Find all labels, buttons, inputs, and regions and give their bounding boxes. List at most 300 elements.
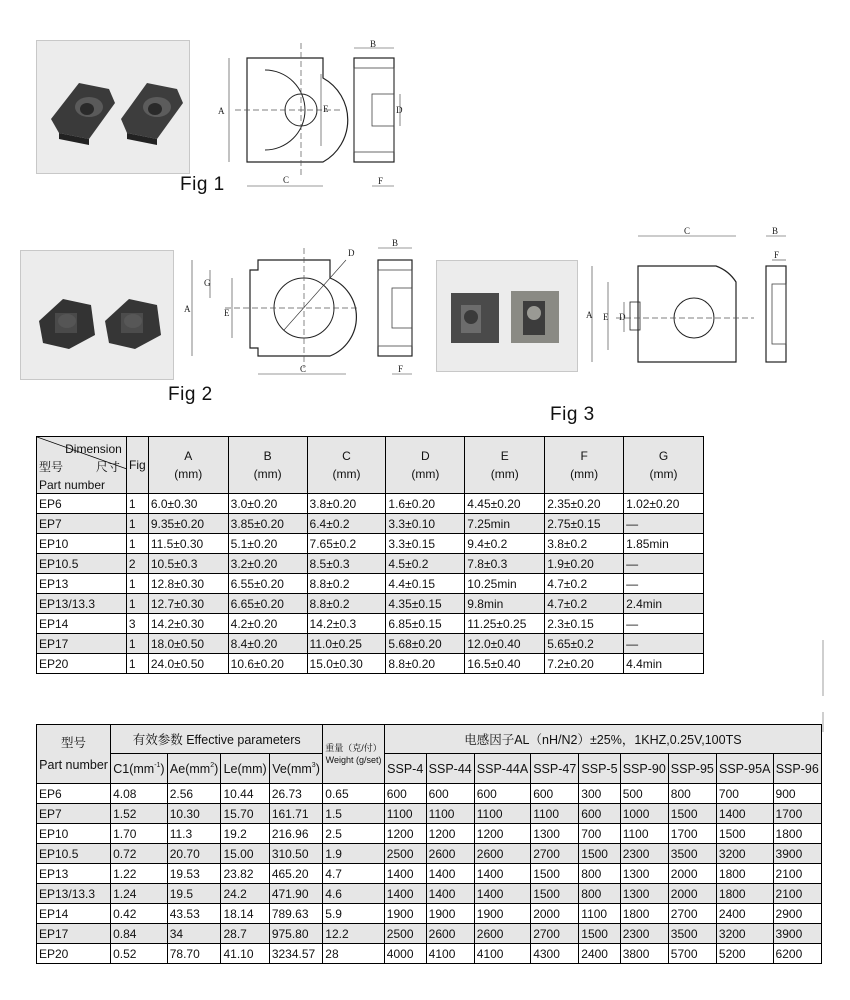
parameter-table-header-row-2 xyxy=(37,754,822,784)
table-cell: 3900 xyxy=(773,844,821,864)
table-cell: 1000 xyxy=(620,804,668,824)
table-cell: 3.3±0.10 xyxy=(386,514,465,534)
table-cell: 8.8±0.20 xyxy=(386,654,465,674)
table-cell: 10.25min xyxy=(465,574,545,594)
table-cell: 500 xyxy=(620,784,668,804)
fig2-core-photo xyxy=(21,251,173,379)
table-cell: 9.35±0.20 xyxy=(148,514,228,534)
dim-col-header-b xyxy=(228,437,307,494)
table-cell: 18.0±0.50 xyxy=(148,634,228,654)
table-cell: 3.8±0.2 xyxy=(545,534,624,554)
table-cell: 1.9 xyxy=(323,844,385,864)
table-cell: 2.75±0.15 xyxy=(545,514,624,534)
model-header-en: Part number xyxy=(39,758,108,772)
table-cell: 2.5 xyxy=(323,824,385,844)
table-row xyxy=(37,784,822,804)
table-cell: 12.7±0.30 xyxy=(148,594,228,614)
ae-header xyxy=(167,754,221,784)
table-cell: 1200 xyxy=(384,824,426,844)
fig2-photo xyxy=(20,250,174,380)
fig1-front-view xyxy=(215,38,345,198)
table-cell: 2100 xyxy=(773,864,821,884)
table-cell: 15.00 xyxy=(221,844,269,864)
fig1-dim-B: B xyxy=(370,39,377,49)
material-header: SSP-44A xyxy=(474,754,530,784)
ve-header-text: Ve(mm xyxy=(272,761,312,776)
part-number-cell: EP10.5 xyxy=(37,554,127,574)
fig3-dim-C: C xyxy=(684,226,691,236)
table-cell: 1900 xyxy=(474,904,530,924)
part-number-cell: EP13 xyxy=(37,864,111,884)
table-cell: 10.30 xyxy=(167,804,221,824)
table-cell: 7.25min xyxy=(465,514,545,534)
table-cell: 6.65±0.20 xyxy=(228,594,307,614)
table-cell: 1400 xyxy=(384,864,426,884)
table-cell: 900 xyxy=(773,784,821,804)
part-number-cell: EP6 xyxy=(37,494,127,514)
table-cell: 41.10 xyxy=(221,944,269,964)
table-row xyxy=(37,944,822,964)
table-cell: 7.8±0.3 xyxy=(465,554,545,574)
part-number-cell: EP20 xyxy=(37,944,111,964)
table-cell: 1100 xyxy=(426,804,474,824)
ve-header-sup: 3 xyxy=(311,761,316,769)
table-cell: 1.24 xyxy=(111,884,168,904)
table-cell: 26.73 xyxy=(269,784,322,804)
fig2-dim-G: G xyxy=(204,278,211,288)
table-cell: 8.4±0.20 xyxy=(228,634,307,654)
table-cell: 2.56 xyxy=(167,784,221,804)
table-cell: 1 xyxy=(126,574,148,594)
table-cell: 12.8±0.30 xyxy=(148,574,228,594)
table-cell: 2700 xyxy=(531,924,579,944)
table-cell: 1 xyxy=(126,594,148,614)
ae-header-close: ) xyxy=(214,761,219,776)
table-cell: 11.3 xyxy=(167,824,221,844)
table-cell: 1400 xyxy=(426,864,474,884)
corner-model-cn: 型号 xyxy=(39,460,64,474)
table-cell: 24.0±0.50 xyxy=(148,654,228,674)
model-header xyxy=(37,725,111,784)
table-cell: 1100 xyxy=(384,804,426,824)
table-cell: 4.35±0.15 xyxy=(386,594,465,614)
table-cell: 2400 xyxy=(716,904,773,924)
table-cell: 2000 xyxy=(531,904,579,924)
table-cell: 3200 xyxy=(716,844,773,864)
table-row xyxy=(37,924,822,944)
table-cell: 3 xyxy=(126,614,148,634)
part-number-cell: EP7 xyxy=(37,514,127,534)
part-number-cell: EP10 xyxy=(37,824,111,844)
table-cell: — xyxy=(624,614,704,634)
table-cell: 4.7 xyxy=(323,864,385,884)
margin-mark xyxy=(822,640,824,696)
table-cell: 975.80 xyxy=(269,924,322,944)
table-cell: 1900 xyxy=(426,904,474,924)
part-number-cell: EP13/13.3 xyxy=(37,594,127,614)
table-cell: 1800 xyxy=(716,884,773,904)
table-cell: 0.84 xyxy=(111,924,168,944)
table-cell: 43.53 xyxy=(167,904,221,924)
table-cell: 6.4±0.2 xyxy=(307,514,386,534)
table-cell: 600 xyxy=(474,784,530,804)
table-cell: 0.42 xyxy=(111,904,168,924)
table-cell: 1 xyxy=(126,514,148,534)
table-cell: 4300 xyxy=(531,944,579,964)
fig1-dim-A: A xyxy=(218,106,225,116)
material-header: SSP-96 xyxy=(773,754,821,784)
table-cell: 2000 xyxy=(668,884,716,904)
part-number-cell: EP13/13.3 xyxy=(37,884,111,904)
table-cell: 1800 xyxy=(620,904,668,924)
ae-header-sup: 2 xyxy=(210,761,215,769)
fig2-dim-B: B xyxy=(392,238,399,248)
ae-header-text: Ae(mm xyxy=(169,761,211,776)
table-cell: — xyxy=(624,554,704,574)
table-cell: 14.2±0.3 xyxy=(307,614,386,634)
table-cell: 1700 xyxy=(668,824,716,844)
fig3-photo xyxy=(436,260,578,372)
corner-part-number: Part number xyxy=(39,478,106,492)
al-header: 电感因子AL（nH/N2）±25%，1KHZ,0.25V,100TS xyxy=(384,725,821,754)
material-header: SSP-95 xyxy=(668,754,716,784)
table-cell: — xyxy=(624,514,704,534)
table-cell: 4.45±0.20 xyxy=(465,494,545,514)
fig3-dim-A: A xyxy=(586,310,593,320)
table-cell: 800 xyxy=(579,864,620,884)
table-row xyxy=(37,654,704,674)
table-cell: 3.8±0.20 xyxy=(307,494,386,514)
table-cell: 6.0±0.30 xyxy=(148,494,228,514)
table-cell: 1500 xyxy=(531,864,579,884)
table-cell: 2500 xyxy=(384,924,426,944)
table-cell: 4.5±0.2 xyxy=(386,554,465,574)
dim-col-unit: (mm) xyxy=(332,467,361,481)
table-cell: 11.5±0.30 xyxy=(148,534,228,554)
table-row xyxy=(37,824,822,844)
dim-col-header-c xyxy=(307,437,386,494)
table-cell: 5.68±0.20 xyxy=(386,634,465,654)
table-cell: 4.7±0.2 xyxy=(545,574,624,594)
fig2-dim-D: D xyxy=(348,248,355,258)
table-cell: 2000 xyxy=(668,864,716,884)
dim-col-name: C xyxy=(342,449,351,463)
table-cell: 1800 xyxy=(773,824,821,844)
part-number-cell: EP6 xyxy=(37,784,111,804)
table-cell: 1200 xyxy=(474,824,530,844)
table-cell: 3.85±0.20 xyxy=(228,514,307,534)
fig3-dim-E: E xyxy=(603,312,609,322)
weight-header-en: Weight (g/set) xyxy=(325,755,382,765)
table-cell: 2100 xyxy=(773,884,821,904)
part-number-cell: EP20 xyxy=(37,654,127,674)
dimension-table xyxy=(36,436,704,674)
table-cell: 2.3±0.15 xyxy=(545,614,624,634)
table-cell: 7.2±0.20 xyxy=(545,654,624,674)
c1-header-text: C1(mm xyxy=(113,761,155,776)
table-cell: 1 xyxy=(126,654,148,674)
table-cell: 3900 xyxy=(773,924,821,944)
table-cell: 6200 xyxy=(773,944,821,964)
corner-size-cn: 尺寸 xyxy=(95,460,120,474)
material-header: SSP-4 xyxy=(384,754,426,784)
dimension-table-body xyxy=(37,494,704,674)
table-cell: 1100 xyxy=(620,824,668,844)
dim-col-header-d xyxy=(386,437,465,494)
parameter-table-header-row-1 xyxy=(37,725,822,754)
table-cell: 216.96 xyxy=(269,824,322,844)
table-cell: 19.2 xyxy=(221,824,269,844)
dim-col-header-e xyxy=(465,437,545,494)
table-cell: 1500 xyxy=(579,844,620,864)
table-cell: 2300 xyxy=(620,924,668,944)
table-cell: 3.0±0.20 xyxy=(228,494,307,514)
dim-col-name: B xyxy=(263,449,272,463)
dim-col-name: A xyxy=(184,449,193,463)
table-cell: 2300 xyxy=(620,844,668,864)
table-cell: — xyxy=(624,574,704,594)
table-cell: 3500 xyxy=(668,844,716,864)
dim-col-header-a xyxy=(148,437,228,494)
table-cell: 4000 xyxy=(384,944,426,964)
table-cell: 0.72 xyxy=(111,844,168,864)
table-cell: 19.53 xyxy=(167,864,221,884)
fig1-dim-E: E xyxy=(323,104,329,114)
table-cell: 1.9±0.20 xyxy=(545,554,624,574)
table-cell: 1 xyxy=(126,534,148,554)
table-cell: 1400 xyxy=(716,804,773,824)
table-cell: 2900 xyxy=(773,904,821,924)
table-cell: 1100 xyxy=(474,804,530,824)
fig1-core-photo xyxy=(37,41,189,173)
table-cell: 10.6±0.20 xyxy=(228,654,307,674)
fig3-side-view xyxy=(758,222,798,372)
fig2-dim-F: F xyxy=(398,364,404,374)
fig1-dim-F: F xyxy=(378,176,384,186)
dim-col-header-f xyxy=(545,437,624,494)
fig2-front-view xyxy=(180,238,370,388)
table-cell: 16.5±0.40 xyxy=(465,654,545,674)
table-cell: 11.25±0.25 xyxy=(465,614,545,634)
corner-dimension: Dimension xyxy=(65,442,122,456)
table-cell: 465.20 xyxy=(269,864,322,884)
table-cell: 600 xyxy=(426,784,474,804)
table-cell: 3234.57 xyxy=(269,944,322,964)
material-header: SSP-5 xyxy=(579,754,620,784)
table-cell: 1400 xyxy=(474,864,530,884)
material-header: SSP-44 xyxy=(426,754,474,784)
table-cell: 19.5 xyxy=(167,884,221,904)
table-row xyxy=(37,844,822,864)
table-cell: 4.4min xyxy=(624,654,704,674)
table-row xyxy=(37,884,822,904)
table-cell: 2700 xyxy=(668,904,716,924)
c1-header xyxy=(111,754,168,784)
table-cell: 24.2 xyxy=(221,884,269,904)
table-cell: 1500 xyxy=(716,824,773,844)
table-cell: 78.70 xyxy=(167,944,221,964)
table-cell: 3.3±0.15 xyxy=(386,534,465,554)
dim-col-unit: (mm) xyxy=(174,467,203,481)
table-cell: 8.8±0.2 xyxy=(307,594,386,614)
table-row xyxy=(37,634,704,654)
table-cell: 2700 xyxy=(531,844,579,864)
table-cell: 15.70 xyxy=(221,804,269,824)
fig1-dim-D: D xyxy=(396,105,403,115)
table-cell: 1100 xyxy=(579,904,620,924)
table-cell: 1.6±0.20 xyxy=(386,494,465,514)
fig3-core-photo xyxy=(437,261,577,371)
table-row xyxy=(37,864,822,884)
table-cell: 5700 xyxy=(668,944,716,964)
table-cell: 1.70 xyxy=(111,824,168,844)
fig2-side-view xyxy=(372,238,422,388)
table-cell: 1200 xyxy=(426,824,474,844)
table-cell: 2600 xyxy=(474,844,530,864)
table-cell: 1400 xyxy=(384,884,426,904)
dim-col-header-g xyxy=(624,437,704,494)
table-cell: 1500 xyxy=(668,804,716,824)
fig3-label: Fig 3 xyxy=(550,404,595,425)
table-cell: 789.63 xyxy=(269,904,322,924)
fig1-photo xyxy=(36,40,190,174)
dimension-table-header xyxy=(37,437,704,494)
table-cell: 15.0±0.30 xyxy=(307,654,386,674)
fig1-dim-C: C xyxy=(283,175,290,185)
table-row xyxy=(37,494,704,514)
table-cell: 7.65±0.2 xyxy=(307,534,386,554)
fig3-front-view xyxy=(586,222,756,372)
table-row xyxy=(37,904,822,924)
table-cell: 34 xyxy=(167,924,221,944)
ve-header xyxy=(269,754,322,784)
table-cell: 2400 xyxy=(579,944,620,964)
fig2-label: Fig 2 xyxy=(168,384,213,405)
weight-header xyxy=(323,725,385,784)
fig1-label: Fig 1 xyxy=(180,174,225,195)
table-cell: — xyxy=(624,634,704,654)
part-number-cell: EP17 xyxy=(37,634,127,654)
table-row xyxy=(37,514,704,534)
ve-header-close: ) xyxy=(315,761,320,776)
dim-col-unit: (mm) xyxy=(570,467,599,481)
table-cell: 23.82 xyxy=(221,864,269,884)
fig2-dim-C: C xyxy=(300,364,307,374)
table-cell: 20.70 xyxy=(167,844,221,864)
corner-header xyxy=(37,437,127,494)
fig3-dim-D: D xyxy=(619,312,626,322)
c1-header-close: ) xyxy=(160,761,165,776)
table-row xyxy=(37,554,704,574)
table-cell: 2 xyxy=(126,554,148,574)
fig2-dim-E: E xyxy=(224,308,230,318)
dim-col-name: G xyxy=(658,449,669,463)
table-cell: 6.85±0.15 xyxy=(386,614,465,634)
table-cell: 310.50 xyxy=(269,844,322,864)
fig-col-header: Fig xyxy=(126,437,148,494)
table-cell: 14.2±0.30 xyxy=(148,614,228,634)
fig3-dim-B: B xyxy=(772,226,779,236)
table-cell: 1300 xyxy=(620,864,668,884)
table-cell: 2600 xyxy=(426,844,474,864)
table-cell: 3.2±0.20 xyxy=(228,554,307,574)
table-cell: 700 xyxy=(716,784,773,804)
c1-header-sup: -1 xyxy=(154,761,161,769)
table-cell: 1900 xyxy=(384,904,426,924)
material-header: SSP-47 xyxy=(531,754,579,784)
table-cell: 4100 xyxy=(426,944,474,964)
table-cell: 700 xyxy=(579,824,620,844)
table-row xyxy=(37,614,704,634)
fig1-side-view xyxy=(348,38,408,198)
table-cell: 0.52 xyxy=(111,944,168,964)
table-cell: 1400 xyxy=(474,884,530,904)
table-row xyxy=(37,574,704,594)
table-cell: 5.1±0.20 xyxy=(228,534,307,554)
part-number-cell: EP10.5 xyxy=(37,844,111,864)
table-cell: 0.65 xyxy=(323,784,385,804)
table-cell: 3200 xyxy=(716,924,773,944)
dim-col-name: D xyxy=(421,449,430,463)
table-cell: 8.8±0.2 xyxy=(307,574,386,594)
table-cell: 1.85min xyxy=(624,534,704,554)
table-cell: 1100 xyxy=(531,804,579,824)
table-cell: 2.4min xyxy=(624,594,704,614)
dim-col-unit: (mm) xyxy=(411,467,440,481)
table-cell: 1300 xyxy=(620,884,668,904)
table-cell: 2600 xyxy=(426,924,474,944)
table-cell: 800 xyxy=(579,884,620,904)
table-cell: 10.5±0.3 xyxy=(148,554,228,574)
table-cell: 4.7±0.2 xyxy=(545,594,624,614)
table-cell: 12.0±0.40 xyxy=(465,634,545,654)
table-cell: 4.4±0.15 xyxy=(386,574,465,594)
part-number-cell: EP17 xyxy=(37,924,111,944)
table-cell: 18.14 xyxy=(221,904,269,924)
table-cell: 1700 xyxy=(773,804,821,824)
table-cell: 5.65±0.2 xyxy=(545,634,624,654)
table-cell: 5200 xyxy=(716,944,773,964)
table-cell: 2500 xyxy=(384,844,426,864)
table-cell: 12.2 xyxy=(323,924,385,944)
table-row xyxy=(37,534,704,554)
table-cell: 4.08 xyxy=(111,784,168,804)
table-cell: 1500 xyxy=(531,884,579,904)
table-row xyxy=(37,804,822,824)
fig3-dim-F: F xyxy=(774,250,780,260)
table-cell: 1.52 xyxy=(111,804,168,824)
table-cell: 1800 xyxy=(716,864,773,884)
table-cell: 28 xyxy=(323,944,385,964)
table-cell: 9.4±0.2 xyxy=(465,534,545,554)
table-cell: 300 xyxy=(579,784,620,804)
weight-header-cn: 重量（克/付） xyxy=(325,743,382,753)
part-number-cell: EP13 xyxy=(37,574,127,594)
table-cell: 5.9 xyxy=(323,904,385,924)
effective-params-header: 有效参数 Effective parameters xyxy=(111,725,323,754)
table-cell: 1 xyxy=(126,634,148,654)
table-cell: 1.22 xyxy=(111,864,168,884)
part-number-cell: EP14 xyxy=(37,904,111,924)
part-number-cell: EP10 xyxy=(37,534,127,554)
table-cell: 3800 xyxy=(620,944,668,964)
dim-col-name: E xyxy=(500,449,509,463)
table-cell: 9.8min xyxy=(465,594,545,614)
table-cell: 471.90 xyxy=(269,884,322,904)
table-cell: 1.5 xyxy=(323,804,385,824)
table-cell: 600 xyxy=(384,784,426,804)
table-row xyxy=(37,594,704,614)
